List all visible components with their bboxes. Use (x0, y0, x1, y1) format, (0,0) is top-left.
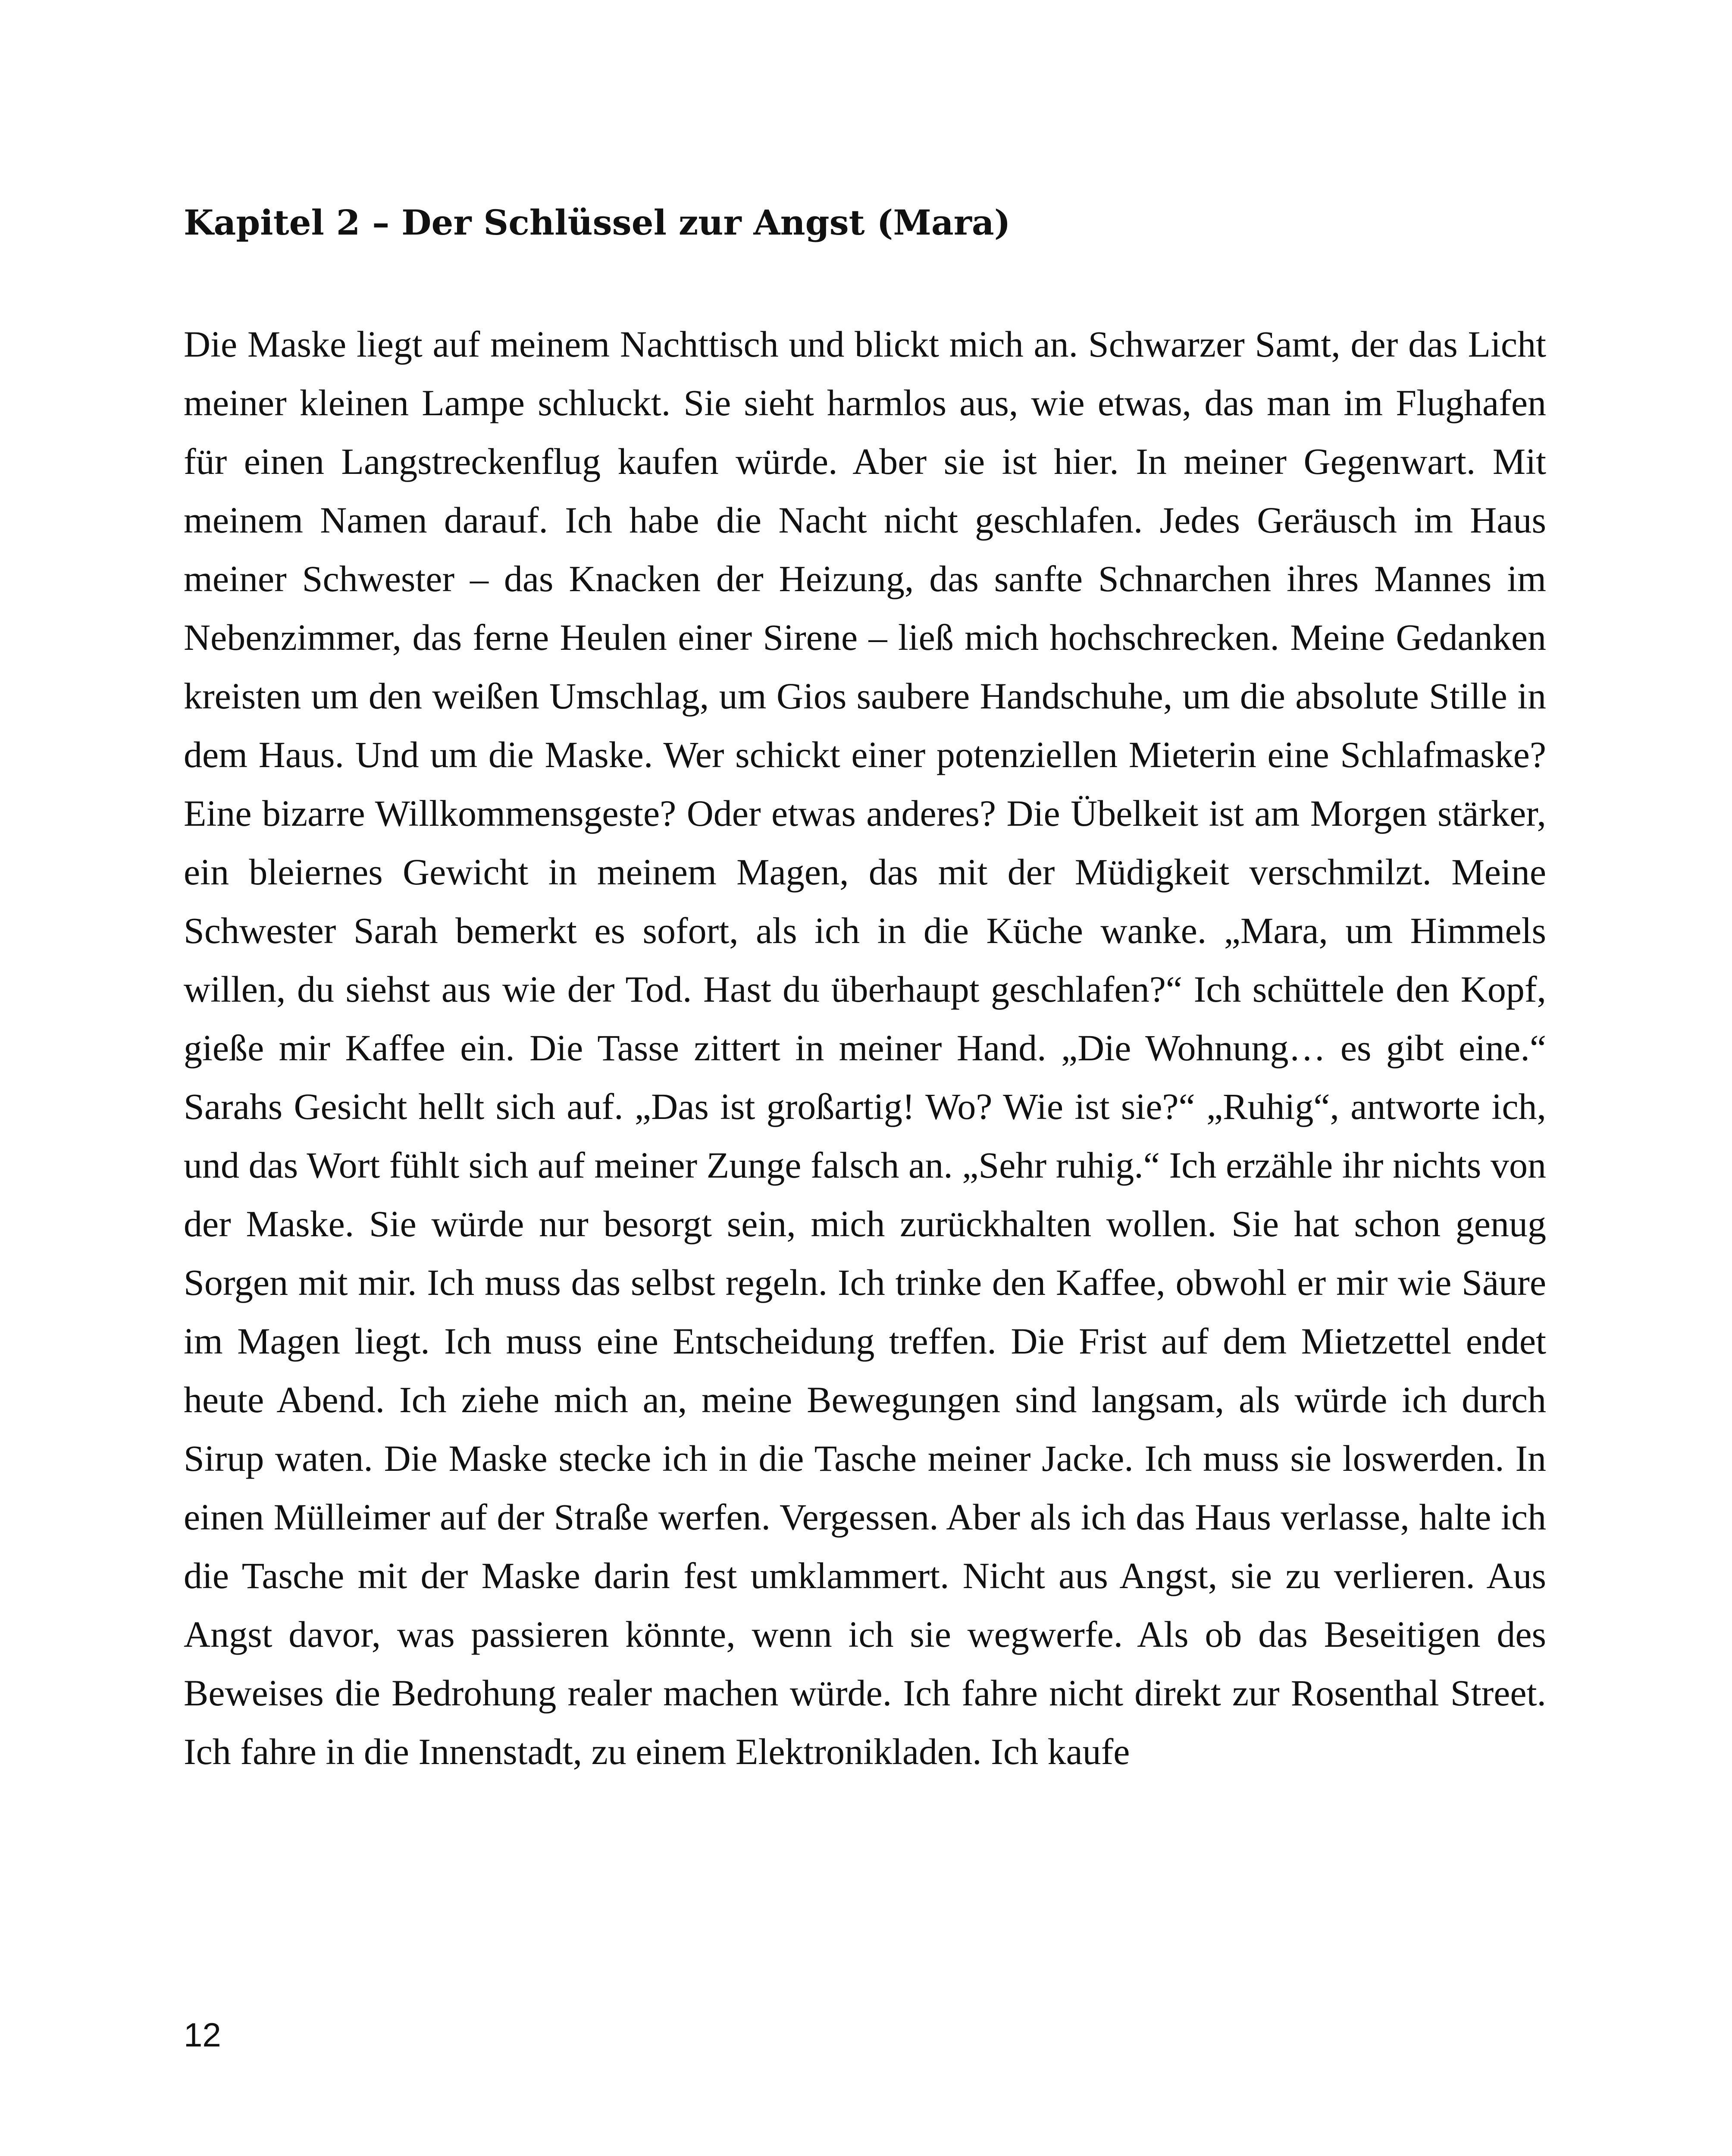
chapter-title: Kapitel 2 – Der Schlüssel zur Angst (Mara) (184, 202, 1011, 243)
body-paragraph: Die Maske liegt auf meinem Nachttisch und blickt mich an. Schwarzer Samt, der das Licht meiner kleinen Lampe schluckt. Sie sieht harmlos aus, wie etwas, das man im Flughafen für einen Langstreckenflug kaufen würde. Aber sie ist hier. In meiner Gegenwart. Mit meinem Namen darauf. Ich habe die Nacht nicht geschlafen. Jedes Geräusch im Haus meiner Schwester – das Knacken der Heizung, das sanfte Schnarchen ihres Mannes im Nebenzimmer, das ferne Heulen einer Sirene – ließ mich hochschrecken. Meine Gedanken kreisten um den weißen Umschlag, um Gios saubere Handschuhe, um die absolute Stille in dem Haus. Und um die Maske. Wer schickt einer potenziellen Mieterin eine Schlafmaske? Eine bizarre Willkommensgeste? Oder etwas anderes? Die Übelkeit ist am Morgen stärker, ein bleiernes Gewicht in meinem Magen, das mit der Müdigkeit verschmilzt. Meine Schwester Sarah bemerkt es sofort, als ich in die Küche wanke. „Mara, um Himmels willen, du siehst aus wie der Tod. Hast du überhaupt geschlafen?“ Ich schüttele den Kopf, gieße mir Kaffee ein. Die Tasse zittert in meiner Hand. „Die Wohnung… es gibt eine.“ Sarahs Gesicht hellt sich auf. „Das ist großartig! Wo? Wie ist sie?“ „Ruhig“, antworte ich, und das Wort fühlt sich auf meiner Zunge falsch an. „Sehr ruhig.“ Ich erzähle ihr nichts von der Maske. Sie würde nur besorgt sein, mich zurückhalten wollen. Sie hat schon genug Sorgen mit mir. Ich muss das selbst regeln. Ich trinke den Kaffee, obwohl er mir wie Säure im Magen liegt. Ich muss eine Entscheidung treffen. Die Frist auf dem Mietzettel endet heute Abend. Ich ziehe mich an, meine Bewegungen sind langsam, als würde ich durch Sirup waten. Die Maske stecke ich in die Tasche meiner Jacke. Ich muss sie loswerden. In einen Mülleimer auf der Straße werfen. Vergessen. Aber als ich das Haus verlasse, halte ich die Tasche mit der Maske darin fest umklammert. Nicht aus Angst, sie zu verlieren. Aus Angst davor, was passieren könnte, wenn ich sie wegwerfe. Als ob das Beseitigen des Beweises die Bedrohung realer machen würde. Ich fahre nicht direkt zur Rosenthal Street. Ich fahre in die Innenstadt, zu einem Elektronikladen. Ich kaufe (184, 323, 1546, 1772)
page-number: 12 (184, 2016, 221, 2054)
